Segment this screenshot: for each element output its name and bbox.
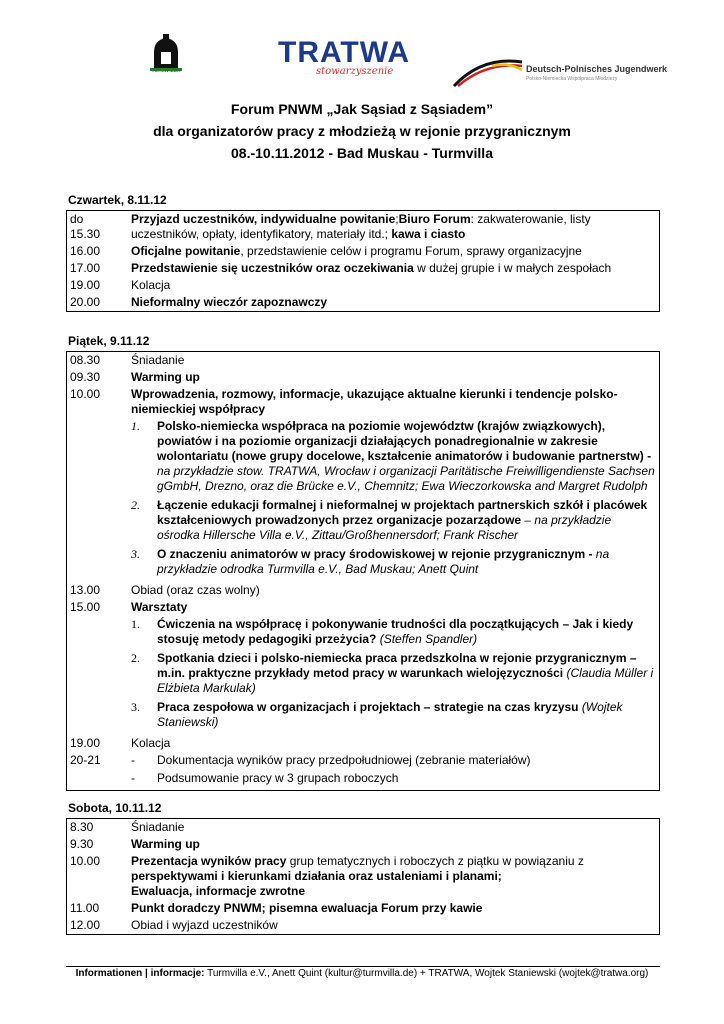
table-row [67, 294, 660, 312]
item-italic: (Wojtek Staniewski) [157, 700, 623, 729]
table-row [67, 599, 660, 735]
time-cell: 12.00 [70, 918, 101, 932]
item-dash: - [131, 771, 135, 785]
activity-bold: Wprowadzenia, rozmowy, informacje, ukazujące aktualne kierunki i tendencje polsko-niemieckiej współpracy [131, 387, 618, 416]
time-cell: 08.30 [70, 353, 101, 367]
thursday-table [66, 210, 660, 312]
time-cell: 19.00 [70, 736, 101, 750]
time: 15.30 [70, 227, 101, 241]
activity-cell: Kolacja [131, 278, 171, 292]
activity-cell: Śniadanie [131, 820, 185, 834]
item-bold: Spotkania dzieci i polsko-niemiecka praca przedszkolna w rejonie przygranicznym – m.in. praktyczne przykłady metod pracy w warunkach wielojęzyczności [157, 651, 637, 680]
activity-cell [128, 260, 660, 277]
item-bold: O znaczeniu animatorów w pracy środowiskowej w rejonie przygranicznym - [157, 547, 596, 561]
item-bold: Praca zespołowa w organizacjach i projektach – strategie na czas kryzysu [157, 700, 579, 714]
item-dash: - [131, 753, 135, 767]
activity-bold: kawa i ciasto [391, 227, 466, 241]
item-italic: na przykładzie odrodka Turmvilla e.V., Bad Muskau; Anett Quint [157, 547, 610, 576]
activity-text: : zakwaterowanie, listy uczestników, opłaty, identyfikatory, materiały itd.; [131, 212, 591, 241]
friday-table [66, 351, 660, 791]
activity-bold: Warsztaty [131, 600, 188, 614]
title-line-3: 08.-10.11.2012 - Bad Muskau - Turmvilla [231, 145, 493, 161]
list-item [131, 753, 656, 768]
tratwa-logo [278, 36, 411, 88]
table-row [67, 836, 660, 853]
table-row [67, 260, 660, 277]
activity-bold: perspektywami i kierunkami działania oraz ustaleniami i planami; [131, 869, 502, 883]
title-line-1: Forum PNWM „Jak Sąsiad z Sąsiadem” [230, 101, 494, 117]
item-number: 2. [131, 498, 140, 512]
table-row [67, 386, 660, 582]
time-cell: 10.00 [70, 387, 101, 401]
time-cell: 17.00 [70, 261, 101, 275]
time-cell: 9.30 [70, 837, 94, 851]
activity-bold: Prezentacja wyników pracy [131, 854, 287, 868]
logos-header [0, 30, 724, 90]
item-number: 1. [131, 419, 140, 433]
activity-cell: Obiad (oraz czas wolny) [131, 583, 260, 597]
time-cell: 09.30 [70, 370, 101, 384]
item-number: 1. [131, 617, 140, 631]
time-cell: 16.00 [70, 244, 101, 258]
document-title [0, 98, 724, 164]
activity-cell: Nieformalny wieczór zapoznawczy [131, 295, 328, 309]
list-item [131, 651, 656, 696]
dpjw-logo-text: Deutsch-Polnisches Jugendwerk [526, 64, 668, 74]
turmvilla-logo [140, 34, 192, 86]
list-item [131, 771, 656, 786]
saturday-table [66, 818, 660, 935]
item-number: 2. [131, 651, 140, 665]
activity-text: ; [395, 212, 399, 226]
evening-list [131, 753, 656, 786]
activity-cell [128, 752, 660, 791]
friday-heading: Piątek, 9.11.12 [68, 334, 150, 348]
activity-cell: Punkt doradczy PNWM; pisemna ewaluacja Forum przy kawie [131, 901, 483, 915]
activity-cell: Śniadanie [131, 353, 185, 367]
time: do [70, 212, 84, 226]
item-bold: Łączenie edukacji formalnej i nieformalnej w projektach partnerskich szkół i placówek kształceniowych prowadzonych przez organizacje pozarządowe [157, 498, 648, 527]
table-row [67, 352, 660, 370]
item-bold: Ćwiczenia na współpracę i pokonywanie trudności dla początkujących – Jak i kiedy stosuję metody pedagogiki przeżycia? [157, 617, 634, 646]
turmvilla-logo-text: TURMVILLA [151, 68, 181, 74]
time-cell [67, 211, 129, 244]
footer-label: Informationen | informacje: [75, 968, 205, 979]
item-italic: (Claudia Müller i Elżbieta Markulak) [157, 666, 654, 695]
table-row [67, 582, 660, 599]
item-text: Podsumowanie pracy w 3 grupach roboczych [157, 771, 399, 785]
activity-cell: Kolacja [131, 736, 171, 750]
activity-cell [128, 243, 660, 260]
dpjw-logo [452, 52, 692, 92]
activity-text: grup tematycznych i roboczych z piątku w powiązaniu z [286, 854, 584, 868]
list-item [131, 419, 656, 494]
activity-bold: Ewaluacja, informacje zwrotne [131, 884, 306, 898]
table-row [67, 211, 660, 244]
table-row [67, 917, 660, 935]
table-row [67, 900, 660, 917]
presentations-list [131, 419, 656, 577]
table-row [67, 735, 660, 752]
time-cell: 20-21 [70, 753, 101, 767]
activity-cell [128, 599, 660, 735]
item-text: Dokumentacja wyników pracy przedpołudniowej (zebranie materiałów) [157, 753, 531, 767]
thursday-heading: Czwartek, 8.11.12 [68, 193, 167, 207]
activity-cell: Warming up [131, 837, 200, 851]
activity-cell [128, 853, 660, 900]
activity-cell: Obiad i wyjazd uczestników [131, 918, 278, 932]
dpjw-logo-subtext: Polsko-Niemiecka Współpraca Młodzieży [526, 76, 618, 82]
time-cell: 11.00 [70, 901, 100, 915]
item-number: 3. [131, 700, 140, 714]
item-italic: na przykładzie stow. TRATWA, Wrocław i organizacji Paritätische Freiwilligendienste Sachsen gGmbH, Drezno, oraz die Brücke e.V., Chemnitz; Ewa Wieczorkowska and Margret Rudolph [157, 464, 655, 493]
activity-bold: Biuro Forum [398, 212, 471, 226]
item-number: 3. [131, 547, 140, 561]
tratwa-logo-word: TRATWA [278, 36, 411, 69]
swoosh-icon [452, 52, 524, 88]
table-row [67, 853, 660, 900]
item-italic: – na przykładzie ośrodka Hillersche Villa e.V., Zittau/Großhennersdorf; Frank Rischer [157, 513, 612, 542]
time-cell: 20.00 [70, 295, 101, 309]
list-item [131, 617, 656, 647]
table-row [67, 752, 660, 791]
activity-cell [128, 211, 660, 244]
list-item [131, 547, 656, 577]
table-row [67, 819, 660, 837]
activity-cell [128, 386, 660, 582]
tratwa-logo-sub: stowarzyszenie [316, 66, 394, 77]
table-row [67, 369, 660, 386]
footer-divider [66, 966, 660, 967]
time-cell: 15.00 [70, 600, 101, 614]
item-italic: (Steffen Spandler) [376, 632, 478, 646]
activity-text: w dużej grupie i w małych zespołach [413, 261, 612, 275]
time-cell: 10.00 [70, 854, 101, 868]
table-row [67, 277, 660, 294]
activity-text: , przedstawienie celów i programu Forum, sprawy organizacyjne [240, 244, 582, 258]
workshops-list [131, 617, 656, 730]
saturday-heading: Sobota, 10.11.12 [68, 801, 162, 815]
list-item [131, 700, 656, 730]
title-line-2: dla organizatorów pracy z młodzieżą w rejonie przygranicznym [153, 123, 571, 139]
item-bold: Polsko-niemiecka współpraca na poziomie województw (krajów związkowych), powiatów i na poziomie organizacji działających ponadregionalnie w zakresie wolontariatu (nowe grupy docelowe, kształcenie animatorów i budowanie partnerstw) - [157, 419, 652, 463]
activity-bold: Oficjalne powitanie [131, 244, 241, 258]
footer-text: Turmvilla e.V., Anett Quint (kultur@turmvilla.de) + TRATWA, Wojtek Staniewski (wojtek@tratwa.org) [204, 968, 649, 979]
footer [0, 968, 724, 979]
activity-bold: Przedstawienie się uczestników oraz oczekiwania [131, 261, 414, 275]
time-cell: 19.00 [70, 278, 101, 292]
time-cell: 13.00 [70, 583, 101, 597]
table-row [67, 243, 660, 260]
activity-cell: Warming up [131, 370, 200, 384]
activity-bold: Przyjazd uczestników, indywidualne powitanie [131, 212, 396, 226]
time-cell: 8.30 [70, 820, 94, 834]
list-item [131, 498, 656, 543]
